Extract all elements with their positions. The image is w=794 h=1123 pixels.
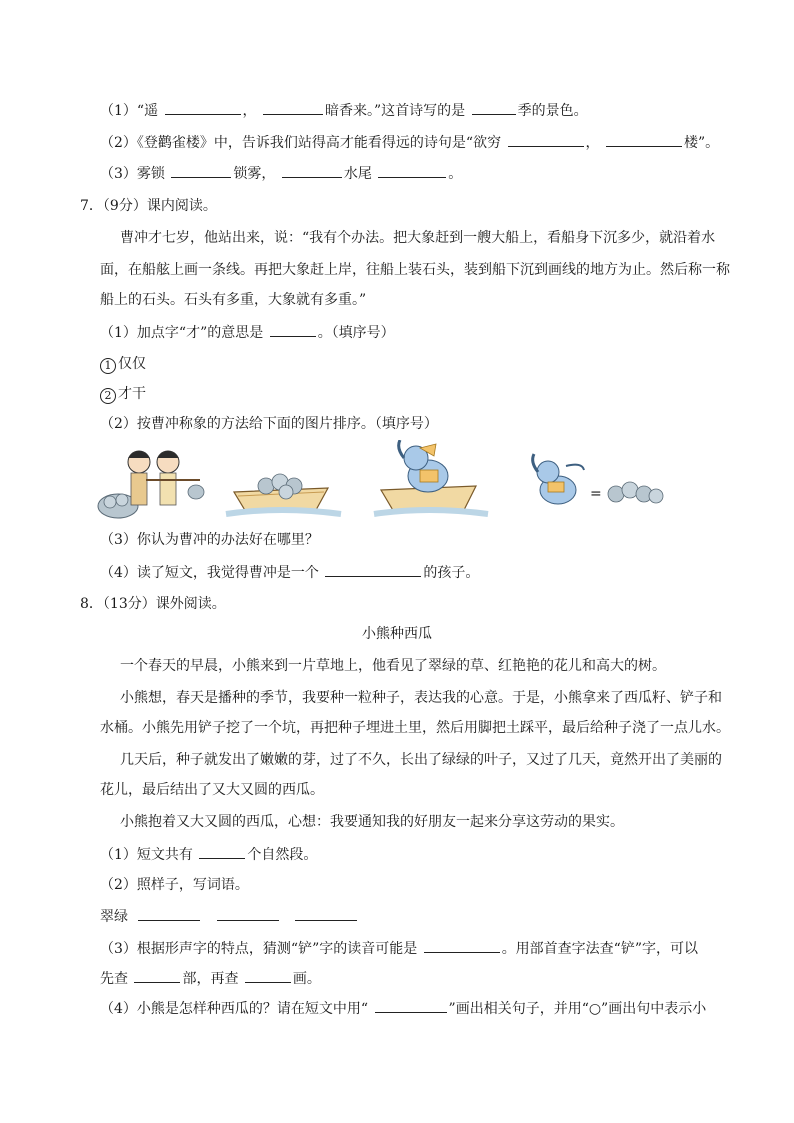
q7-passage-line: 曹冲才七岁，他站出来，说：“我有个办法。把大象赶到一艘大船上，看船身下沉多少，就沿着水 [120, 230, 716, 246]
q7-passage-line: 面，在船舷上画一条线。再把大象赶上岸，往船上装石头，装到船下沉到画线的地方为止。然后称一称 [100, 262, 730, 278]
poem-q3: （3）雾锁 锁雾， 水尾 。 [100, 163, 462, 184]
underline-mark [375, 998, 447, 1013]
answer-blank[interactable] [138, 906, 200, 921]
answer-blank[interactable] [282, 163, 342, 178]
q8-passage-line: 花儿，最后结出了又大又圆的西瓜。 [100, 782, 324, 798]
q7-option-2[interactable]: 2 才干 [100, 384, 146, 404]
q8-passage-line: 水桶。小熊先用铲子挖了一个坑，再把种子埋进土里，然后用脚把土踩平，最后给种子浇了一点儿水。 [100, 720, 730, 736]
q7-sub4: （4）读了短文，我觉得曹冲是一个 的孩子。 [100, 562, 479, 583]
q8-sub2: （2）照样子，写词语。 [100, 877, 249, 893]
q7-sub3: （3）你认为曹冲的办法好在哪里？ [100, 532, 319, 548]
equals-sign: = [590, 486, 602, 502]
q8-passage-line: 几天后，种子就发出了嫩嫩的芽，过了不久，长出了绿绿的叶子，又过了几天，竟然开出了美丽的 [120, 752, 722, 768]
q8-passage-line: 一个春天的早晨，小熊来到一片草地上，他看见了翠绿的草、红艳艳的花儿和高大的树。 [120, 658, 666, 674]
answer-blank[interactable] [165, 100, 241, 115]
answer-blank[interactable] [295, 906, 357, 921]
poem-q2: （2）《登鹳雀楼》中，告诉我们站得高才能看得远的诗句是“欲穷 ， 楼”。 [100, 132, 719, 153]
q7-option-1[interactable]: 1 仅仅 [100, 354, 146, 374]
q8-sub4: （4）小熊是怎样种西瓜的？请在短文中用“ ”画出相关句子，并用“○”画出句中表示小 [100, 998, 706, 1019]
poem-q1: （1）“遥 ， 暗香来。”这首诗写的是 季的景色。 [100, 100, 588, 121]
q7-passage-line: 船上的石头。石头有多重，大象就有多重。” [100, 292, 367, 308]
answer-blank[interactable] [171, 163, 231, 178]
q7-header: 7．（9分）课内阅读。 [80, 198, 217, 214]
q8-passage-line: 小熊抱着又大又圆的西瓜，心想：我要通知我的好朋友一起来分享这劳动的果实。 [120, 814, 624, 830]
answer-blank[interactable] [378, 163, 446, 178]
q8-header: 8．（13分）课外阅读。 [80, 596, 226, 612]
q8-word-row [100, 906, 359, 927]
answer-blank[interactable] [245, 968, 291, 983]
elephant-on-boat-picture [374, 440, 488, 514]
answer-blank[interactable] [508, 132, 584, 147]
q8-sub3-cont: 先查 部，再查 画。 [100, 968, 321, 989]
answer-blank[interactable] [270, 322, 316, 337]
answer-blank[interactable] [606, 132, 682, 147]
passage-title: 小熊种西瓜 [362, 626, 432, 642]
q8-passage-line: 小熊想，春天是播种的季节，我要种一粒种子，表达我的心意。于是，小熊拿来了西瓜籽、铲子和 [120, 690, 722, 706]
q8-sub3: （3）根据形声字的特点，猜测“铲”字的读音可能是 。用部首查字法查“铲”字，可以 [100, 938, 698, 959]
kids-carrying-stones-picture [98, 451, 204, 518]
q8-sub1: （1）短文共有 个自然段。 [100, 844, 317, 865]
story-pictures [96, 440, 696, 522]
answer-blank[interactable] [263, 100, 323, 115]
option-number: 2 [100, 388, 116, 404]
q7-sub1: （1）加点字“才”的意思是 。（填序号） [100, 322, 395, 343]
boat-with-stones-picture [226, 474, 341, 514]
answer-blank[interactable] [217, 906, 279, 921]
answer-blank[interactable] [424, 938, 500, 953]
answer-blank[interactable] [472, 100, 516, 115]
elephant-equals-stones-picture [533, 454, 663, 504]
option-number: 1 [100, 358, 116, 374]
q7-sub2: （2）按曹冲称象的方法给下面的图片排序。（填序号） [100, 416, 438, 432]
answer-blank[interactable] [199, 844, 245, 859]
example-word: 翠绿 [100, 909, 128, 925]
answer-blank[interactable] [134, 968, 180, 983]
answer-blank[interactable] [325, 562, 421, 577]
